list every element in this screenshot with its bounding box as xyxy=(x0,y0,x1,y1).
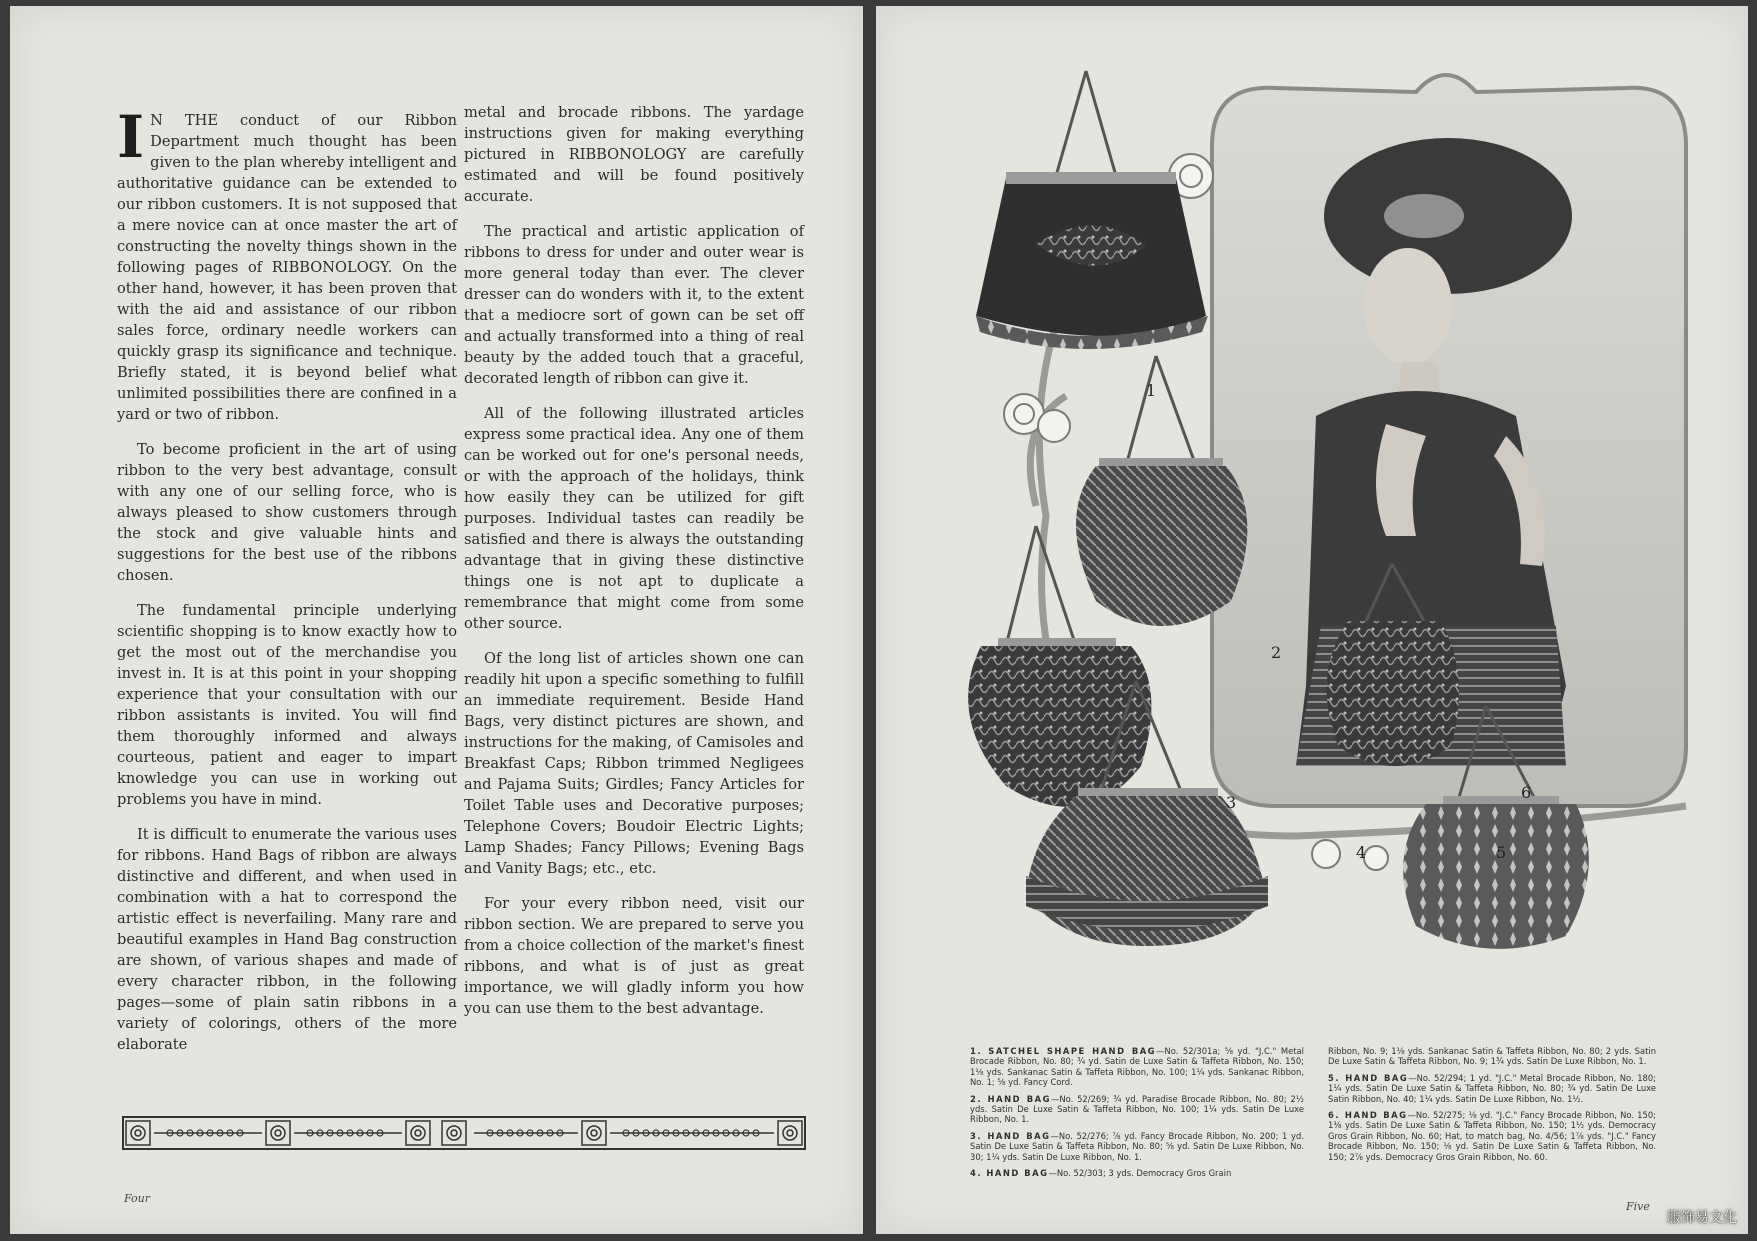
drop-cap: I xyxy=(117,103,145,171)
paragraph: The fundamental principle underlying scientific shopping is to know exactly how to get the most out of the merchandise you invest in. It is at this point in your shopping experience that your consultation with our ribbon assistants is invited. You will find them thoroughly informed and always courteous, patient and eager to impart knowledge you can use in working out problems you have in mind. xyxy=(117,602,457,808)
figure-number-1: 1 xyxy=(1146,381,1157,400)
caption: 2. HAND BAG—No. 52/269; ¾ yd. Paradise Brocade Ribbon, No. 80; 2½ yds. Satin De Luxe Satin & Taffeta Ribbon, No. 100; 1¼ yds. Satin De Luxe Ribbon, No. 1. xyxy=(970,1093,1304,1125)
text-column-left xyxy=(117,103,457,1069)
caption: 6. HAND BAG—No. 52/275; ⅛ yd. "J.C." Fancy Brocade Ribbon, No. 150; 1⅜ yds. Satin De Luxe Satin & Taffeta Ribbon, No. 150; 1½ yds. Democracy Gros Grain Ribbon, No. 60; Hat, to match bag, No. 4/56; 1⅞ yds. "J.C." Fancy Brocade Ribbon, No. 150; ⅛ yd. Satin De Luxe Satin & Taffeta Ribbon, No. 150; 2⅞ yds. Democracy Gros Grain Ribbon, No. 60. xyxy=(1328,1110,1656,1162)
paragraph: To become proficient in the art of using ribbon to the very best advantage, consult with any one of our selling force, who is always pleased to show customers through the stock and give valuable hints and suggestions for the best use of the ribbons chosen. xyxy=(117,441,457,584)
handbag-illustration-plate xyxy=(946,66,1706,1026)
caption: 1. SATCHEL SHAPE HAND BAG—No. 52/301a; ⅝ yd. "J.C." Metal Brocade Ribbon, No. 80; ¾ yd. Satin de Luxe Satin & Taffeta Ribbon, No. 150; 1⅛ yds. Sankanac Satin & Taffeta Ribbon, No. 100; 1¼ yds. Sankanac Ribbon, No. 1; ⅝ yd. Fancy Cord. xyxy=(970,1046,1304,1088)
caption-column-left xyxy=(970,1046,1304,1184)
figure-number-6: 6 xyxy=(1521,783,1532,802)
decorative-border-ornament xyxy=(122,1116,806,1150)
page-number-right: Five xyxy=(1626,1200,1650,1213)
bag-1-satchel xyxy=(976,71,1208,349)
watermark: 服饰易文化 xyxy=(1667,1210,1737,1226)
paragraph: metal and brocade ribbons. The yardage instructions given for making everything pictured in RIBBONOLOGY are carefully estimated and will be found positively accurate. xyxy=(464,104,804,205)
text-column-right xyxy=(464,102,804,1033)
left-page xyxy=(10,6,863,1234)
caption: 5. HAND BAG—No. 52/294; 1 yd. "J.C." Metal Brocade Ribbon, No. 180; 1¼ yds. Satin De Luxe Satin & Taffeta Ribbon, No. 80; ¾ yd. Satin De Luxe Satin Ribbon, No. 40; 1¼ yds. Satin De Luxe Ribbon, No. 1½. xyxy=(1328,1072,1656,1104)
figure-number-3: 3 xyxy=(1226,793,1237,812)
page-number-left: Four xyxy=(124,1192,150,1205)
paragraph-text: N THE conduct of our Ribbon Department much thought has been given to the plan whereby intelligent and authoritative guidance can be extended to our ribbon customers. It is not supposed that a mere novice can at once master the art of constructing the novelty things shown in the following pages of RIBBONOLOGY. On the other hand, however, it has been proven that with the aid and assistance of our ribbon sales force, ordinary needle workers can quickly grasp its significance and technique. Briefly stated, it is beyond belief what unlimited possibilities there are confined in a yard or two of ribbon. xyxy=(117,112,457,423)
caption: Ribbon, No. 9; 1⅛ yds. Sankanac Satin & Taffeta Ribbon, No. 80; 2 yds. Satin De Luxe Satin & Taffeta Ribbon, No. 9; 1¾ yds. Satin De Luxe Ribbon, No. 1. xyxy=(1328,1046,1656,1067)
figure-number-4: 4 xyxy=(1356,843,1367,862)
paragraph: The practical and artistic application of ribbons to dress for under and outer wear is more general today than ever. The clever dresser can do wonders with it, to the extent that a mediocre sort of gown can be set off and actually transformed into a thing of real beauty by the added touch that a graceful, decorated length of ribbon can give it. xyxy=(464,223,804,387)
caption-column-right xyxy=(1328,1046,1656,1168)
caption: 3. HAND BAG—No. 52/276; ⅞ yd. Fancy Brocade Ribbon, No. 200; 1 yd. Satin De Luxe Satin & Taffeta Ribbon, No. 80; ⅝ yd. Satin De Luxe Ribbon, No. 30; 1¼ yds. Satin De Luxe Ribbon, No. 1. xyxy=(970,1130,1304,1162)
paragraph: For your every ribbon need, visit our ribbon section. We are prepared to serve you from a choice collection of the market's finest ribbons, and what is of just as great importance, we will gladly inform you how you can use them to the best advantage. xyxy=(464,895,804,1017)
paragraph: It is difficult to enumerate the various uses for ribbons. Hand Bags of ribbon are always distinctive and different, and when used in combination with a hat to correspond the artistic effect is neverfailing. Many rare and beautiful examples in Hand Bag construction are shown, of various shapes and made of every character ribbon, in the following pages—some of plain satin ribbons in a variety of colorings, others of the more elaborate xyxy=(117,826,457,1053)
figure-number-5: 5 xyxy=(1496,843,1507,862)
paragraph: All of the following illustrated articles express some practical idea. Any one of them can be worked out for one's personal needs, or with the approach of the holidays, think how easily they can be utilized for gift purposes. Individual tastes can readily be satisfied and there is always the outstanding advantage that in giving these distinctive things one is not apt to duplicate a remembrance that might come from some other source. xyxy=(464,405,804,632)
paragraph xyxy=(117,103,457,425)
paragraph: Of the long list of articles shown one can readily hit upon a specific something to fulfill an immediate requirement. Beside Hand Bags, very distinct pictures are shown, and instructions for the making, of Camisoles and Breakfast Caps; Ribbon trimmed Negligees and Pajama Suits; Girdles; Fancy Articles for Toilet Table uses and Decorative purposes; Telephone Covers; Boudoir Electric Lights; Lamp Shades; Fancy Pillows; Evening Bags and Vanity Bags; etc., etc. xyxy=(464,650,804,877)
figure-number-2: 2 xyxy=(1271,643,1282,662)
right-page xyxy=(876,6,1748,1234)
caption: 4. HAND BAG—No. 52/303; 3 yds. Democracy Gros Grain xyxy=(970,1168,1232,1179)
